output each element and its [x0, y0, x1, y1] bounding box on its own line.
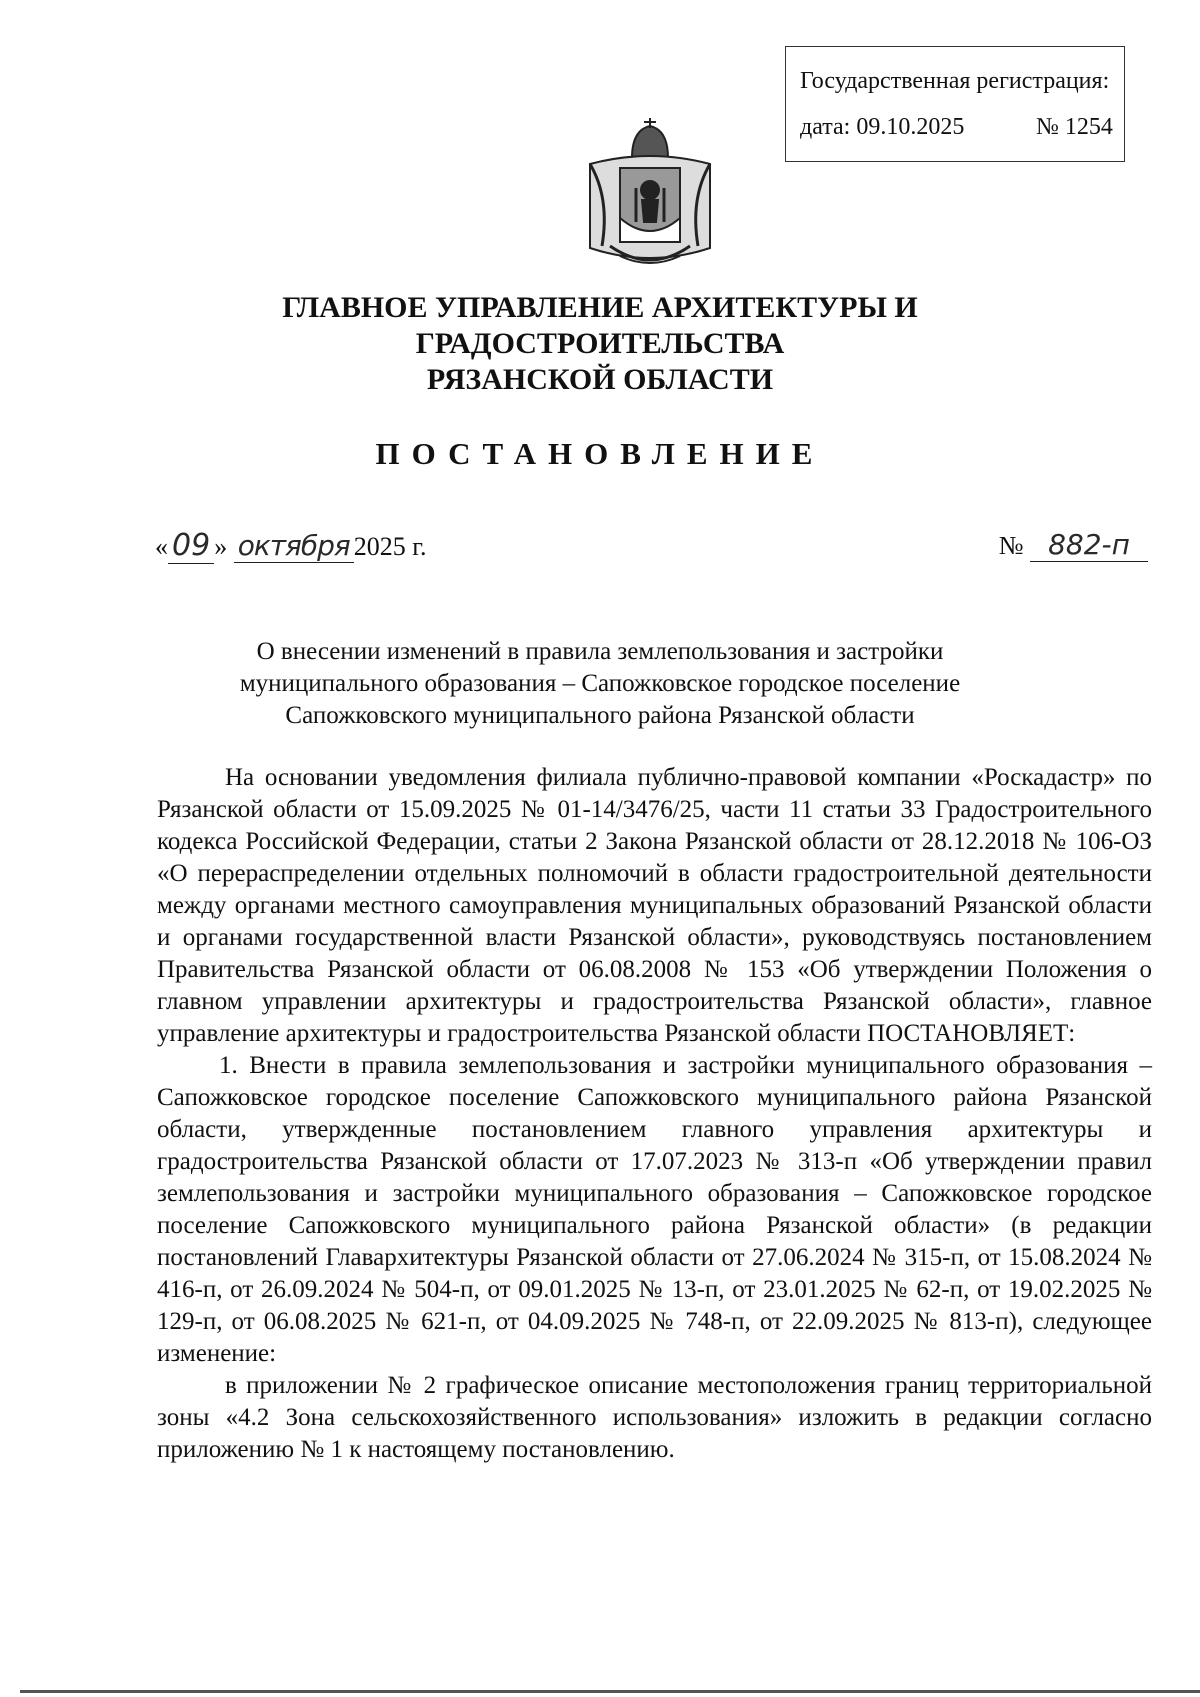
- registration-title: Государственная регистрация:: [800, 68, 1110, 94]
- document-number-label: №: [998, 531, 1024, 560]
- preamble-paragraph: На основании уведомления филиала публично-правовой компании «Роскадастр» по Рязанской области от 15.09.2025 № 01-14/3476/25, части 11 статьи 33 Градостроительного кодекса Российской Федерации, статьи 2 Закона Рязанской области от 28.12.2018 № 106-ОЗ «О перераспределении отдельных полномочий в области градостроительной деятельности между органами местного самоуправления муниципальных образований Рязанской области и органами государственной власти Рязанской области», руководствуясь постановлением Правительства Рязанской области от 06.08.2008 № 153 «Об утверждении Положения о главном управлении архитектуры и градостроительства Рязанской области», главное управление архитектуры и градостроительства Рязанской области ПОСТАНОВЛЯЕТ:: [157, 764, 1152, 1047]
- resolution-item-1-detail: в приложении № 2 графическое описание местоположения границ территориальной зоны «4.2 Зона сельскохозяйственного использования» изложить в редакции согласно приложению № 1 к настоящему постановлению.: [157, 1372, 1152, 1463]
- coat-of-arms-emblem: [580, 118, 720, 276]
- page-bottom-edge: [20, 1690, 1200, 1693]
- subject-line-2: муниципального образования – Сапожковское городское поселение: [239, 670, 961, 697]
- organization-name: [100, 290, 1100, 398]
- document-number-line: [999, 528, 1148, 562]
- organization-name-line-2: РЯЗАНСКОЙ ОБЛАСТИ: [426, 363, 774, 396]
- document-body: [157, 762, 1152, 1466]
- registration-number: № 1254: [1036, 114, 1113, 140]
- handwritten-document-number: 882-п: [1030, 528, 1148, 562]
- document-year: 2025 г.: [353, 532, 427, 561]
- handwritten-month: октября: [234, 529, 354, 563]
- subject-line-3: Сапожковского муниципального района Рязанской области: [285, 702, 915, 729]
- date-quote-open: «: [155, 532, 168, 561]
- document-date-line: [155, 528, 427, 563]
- handwritten-day: 09: [168, 528, 214, 564]
- registration-date: дата: 09.10.2025: [800, 114, 965, 140]
- document-type-title: ПОСТАНОВЛЕНИЕ: [375, 436, 825, 471]
- resolution-item-1: 1. Внести в правила землепользования и застройки муниципального образования – Сапожковское городское поселение Сапожковского муниципального района Рязанской области, утвержденные постановлением главного управления архитектуры и градостроительства Рязанской области от 17.07.2023 № 313-п «Об утверждении правил землепользования и застройки муниципального образования – Сапожковское городское поселение Сапожковского муниципального района Рязанской области» (в редакции постановлений Главархитектуры Рязанской области от 27.06.2024 № 315-п, от 15.08.2024 № 416-п, от 26.09.2024 № 504-п, от 09.01.2025 № 13-п, от 23.01.2025 № 62-п, от 19.02.2025 № 129-п, от 06.08.2025 № 621-п, от 04.09.2025 № 748-п, от 22.09.2025 № 813-п), следующее изменение:: [157, 1052, 1152, 1367]
- subject-line-1: О внесении изменений в правила землепользования и застройки: [256, 638, 944, 665]
- organization-name-line-1: ГЛАВНОЕ УПРАВЛЕНИЕ АРХИТЕКТУРЫ И ГРАДОСТРОИТЕЛЬСТВА: [282, 291, 918, 360]
- date-quote-close: »: [214, 532, 228, 561]
- document-subject: [130, 636, 1070, 732]
- state-registration-box: [785, 46, 1125, 162]
